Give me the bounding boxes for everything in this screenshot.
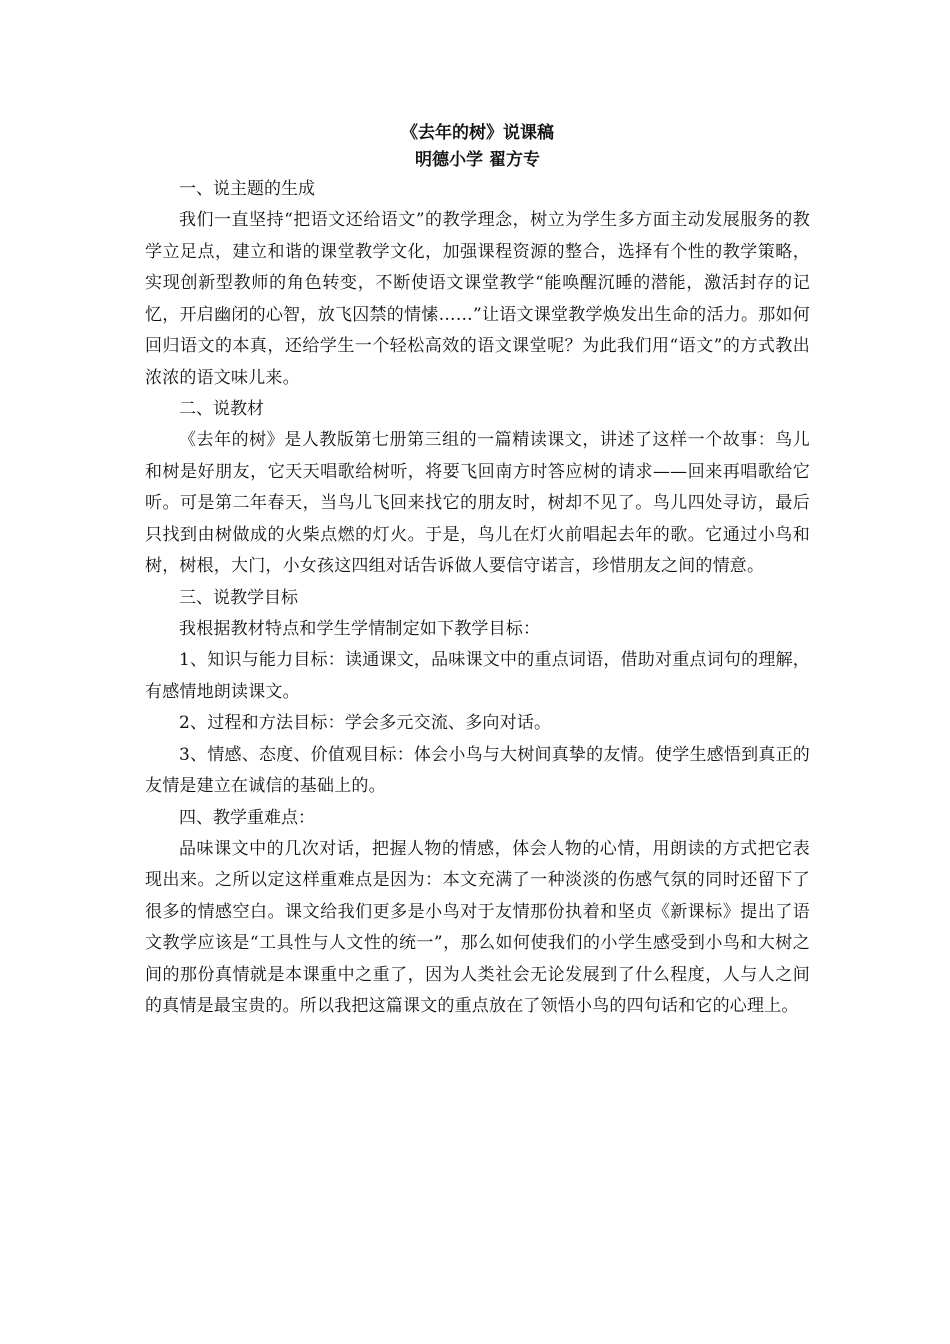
goal-item: 1、知识与能力目标：读通课文，品味课文中的重点词语，借助对重点词句的理解，有感情地朗读课文。 xyxy=(145,650,810,702)
goal-item: 2、过程和方法目标：学会多元交流、多向对话。 xyxy=(179,713,552,733)
section-heading: 二、说教材 xyxy=(179,399,264,419)
paragraph: 我们一直坚持“把语文还给语文”的教学理念，树立为学生多方面主动发展服务的教学立足点，建立和谐的课堂教学文化，加强课程资源的整合，选择有个性的教学策略，实现创新型教师的角色转变，不断使语文课堂教学“能唤醒沉睡的潜能，激活封存的记忆，开启幽闭的心智，放飞囚禁的情愫……”让语文课堂教学焕发出生命的活力。那如何回归语文的本真，还给学生一个轻松高效的语文课堂呢？为此我们用“语文”的方式教出浓浓的语文味儿来。 xyxy=(145,210,810,388)
section-topic-generation xyxy=(145,174,810,394)
section-heading: 一、说主题的生成 xyxy=(179,179,315,199)
section-heading: 三、说教学目标 xyxy=(179,587,298,608)
paragraph: 《去年的树》是人教版第七册第三组的一篇精读课文，讲述了这样一个故事：鸟儿和树是好朋友，它天天唱歌给树听，将要飞回南方时答应树的请求——回来再唱歌给它听。可是第二年春天，当鸟儿飞回来找它的朋友时，树却不见了。鸟儿四处寻访，最后只找到由树做成的火柴点燃的灯火。于是，鸟儿在灯火前唱起去年的歌。它通过小鸟和树，树根，大门，小女孩这四组对话告诉做人要信守诺言，珍惜朋友之间的情意。 xyxy=(145,430,810,576)
paragraph: 品味课文中的几次对话，把握人物的情感，体会人物的心情，用朗读的方式把它表现出来。之所以定这样重难点是因为：本文充满了一种淡淡的伤感气氛的同时还留下了很多的情感空白。课文给我们更多是小鸟对于友情那份执着和坚贞《新课标》提出了语文教学应该是“工具性与人文性的统一”，那么如何使我们的小学生感受到小鸟和大树之间的那份真情就是本课重中之重了，因为人类社会无论发展到了什么程度，人与人之间的真情是最宝贵的。所以我把这篇课文的重点放在了领悟小鸟的四句话和它的心理上。 xyxy=(145,838,810,1016)
section-teaching-material xyxy=(145,394,810,583)
document-title: 《去年的树》说课稿 xyxy=(401,123,554,143)
paragraph: 我根据教材特点和学生学情制定如下教学目标： xyxy=(179,618,541,639)
document-page xyxy=(145,120,810,1320)
section-teaching-goals xyxy=(145,583,810,803)
section-key-difficulties xyxy=(145,803,810,1023)
section-heading: 四、教学重难点： xyxy=(179,807,315,828)
author-line: 明德小学 翟方专 xyxy=(415,150,540,170)
goal-item: 3、情感、态度、价值观目标：体会小鸟与大树间真挚的友情。使学生感悟到真正的友情是建立在诚信的基础上的。 xyxy=(145,744,810,796)
